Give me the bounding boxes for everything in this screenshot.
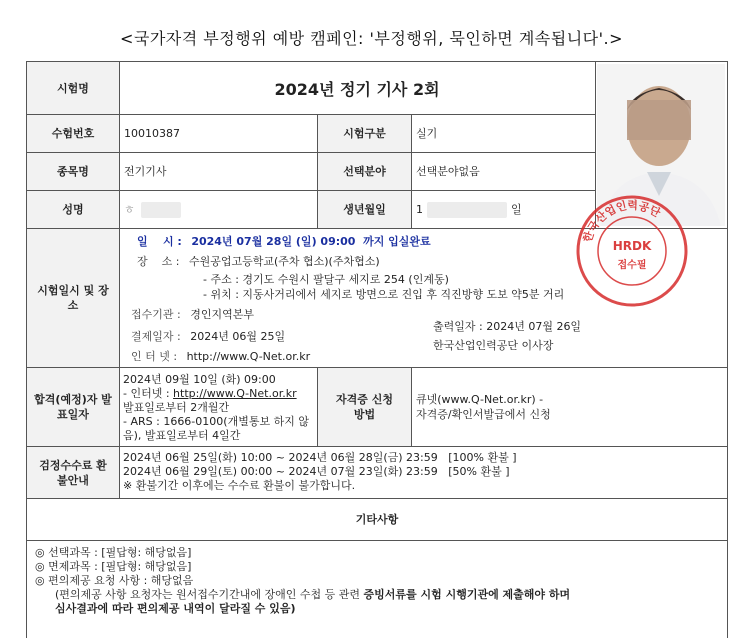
- paid-row: [131, 329, 371, 345]
- redacted-name: [141, 202, 181, 218]
- exam-type-value: 실기: [416, 127, 438, 140]
- refund-line-3: ※ 환불기간 이후에는 수수료 환불이 불가합니다.: [123, 479, 356, 492]
- exam-number-label: 수험번호: [27, 115, 119, 152]
- birth-value: [412, 191, 595, 228]
- result-internet-prefix: - 인터넷 :: [123, 387, 174, 400]
- name-initial: ㅎ: [124, 203, 135, 216]
- note-elective: ◎ 선택과목 : [필답형: 해당없음]: [35, 546, 192, 559]
- office-row: [131, 307, 371, 323]
- exam-number-value: 10010387: [124, 127, 180, 140]
- birth-label: 생년월일: [318, 191, 411, 228]
- place-location: - 위치 : 지동사거리에서 세지로 방면으로 진입 후 직진방향 도보 약5분 거리: [203, 288, 565, 301]
- paid-key: 결제일자 :: [131, 330, 181, 343]
- redacted-birth: [427, 202, 507, 218]
- field-label: 선택분야: [318, 153, 411, 190]
- refund-line-1: 2024년 06월 25일(화) 10:00 ~ 2024년 06월 28일(금) 23:59 [100% 환불 ]: [123, 451, 517, 464]
- place-value: 수원공업고등학교(주차 협소)(주차협소): [188, 255, 380, 268]
- web-value: http://www.Q-Net.or.kr: [186, 350, 311, 363]
- web-key: 인 터 넷 :: [131, 350, 178, 363]
- result-date: 2024년 09월 10일 (화) 09:00: [123, 373, 276, 386]
- datetime-value: 2024년 07월 28일 (일) 09:00 까지 입실완료: [191, 235, 431, 248]
- birth-prefix: 1: [416, 203, 423, 216]
- subject-value: 전기기사: [124, 165, 167, 178]
- exam-type-label: 시험구분: [318, 115, 411, 152]
- note-detail-b: 증빙서류를 시험 시행기관에 제출해야 하며: [363, 588, 571, 601]
- result-internet-period: 발표일로부터 2개월간: [123, 401, 230, 414]
- refund-label: 검정수수료 환불안내: [27, 447, 119, 498]
- refund-info: [123, 451, 723, 496]
- other-title: 기타사항: [355, 513, 399, 526]
- exam-admission-ticket: [26, 61, 728, 638]
- subject-label: 종목명: [27, 153, 119, 190]
- license-line-1: 큐넷(www.Q-Net.or.kr) -: [416, 393, 544, 406]
- exam-name-label: 시험명: [27, 62, 119, 114]
- svg-text:한국산업인력공단: 한국산업인력공단: [580, 198, 663, 244]
- schedule-label: 시험일시 및 장소: [27, 229, 119, 367]
- note-accommodation-detail: [35, 588, 715, 602]
- official-seal-stamp: [573, 192, 691, 310]
- other-notes: [35, 546, 715, 616]
- svg-text:접수필: 접수필: [617, 260, 647, 271]
- result-label: 합격(예정)자 발표일자: [27, 368, 119, 446]
- birth-suffix: 일: [511, 203, 522, 216]
- place-address: - 주소 : 경기도 수원시 팔달구 세지로 254 (인계동): [203, 273, 449, 286]
- result-value: [123, 373, 315, 445]
- refund-line-2: 2024년 06월 29일(토) 00:00 ~ 2024년 07월 23일(화) 23:59 [50% 환불 ]: [123, 465, 510, 478]
- print-date: 출력일자 : 2024년 07월 26일: [433, 320, 582, 333]
- office-key: 접수기관 :: [131, 308, 181, 321]
- issuer: 한국산업인력공단 이사장: [433, 339, 554, 352]
- license-line-2: 자격증/확인서발급에서 신청: [416, 408, 551, 421]
- note-accommodation: ◎ 편의제공 요청 사항 : 해당없음: [35, 574, 194, 587]
- note-review: 심사결과에 따라 편의제공 내역이 달라질 수 있음): [55, 602, 296, 615]
- name-value: [120, 191, 317, 228]
- name-label: 성명: [27, 191, 119, 228]
- office-value: 경인지역본부: [190, 308, 254, 321]
- exam-title: 2024년 정기 기사 2회: [274, 79, 440, 99]
- place-key: 장 소 :: [137, 255, 180, 268]
- license-value: [416, 392, 716, 426]
- note-exempt: ◎ 면제과목 : [필답형: 해당없음]: [35, 560, 192, 573]
- qnet-link[interactable]: http://www.Q-Net.or.kr: [173, 387, 297, 400]
- datetime-key: 일 시 :: [137, 235, 182, 248]
- web-row: [131, 349, 371, 365]
- field-value: 선택분야없음: [416, 165, 480, 178]
- license-label: 자격증 신청 방법: [318, 368, 411, 446]
- result-ars: - ARS : 1666-0100(개별통보 하지 않음), 발표일로부터 4일간: [123, 415, 309, 442]
- campaign-banner: <국가자격 부정행위 예방 캠페인: '부정행위, 묵인하면 계속됩니다'.>: [119, 29, 624, 48]
- note-detail-a: (편의제공 사항 요청자는 원서접수기간내에 장애인 수첩 등 관련: [55, 588, 364, 601]
- svg-text:HRDK: HRDK: [612, 239, 652, 253]
- result-internet: [123, 387, 315, 401]
- paid-value: 2024년 06월 25일: [190, 330, 286, 343]
